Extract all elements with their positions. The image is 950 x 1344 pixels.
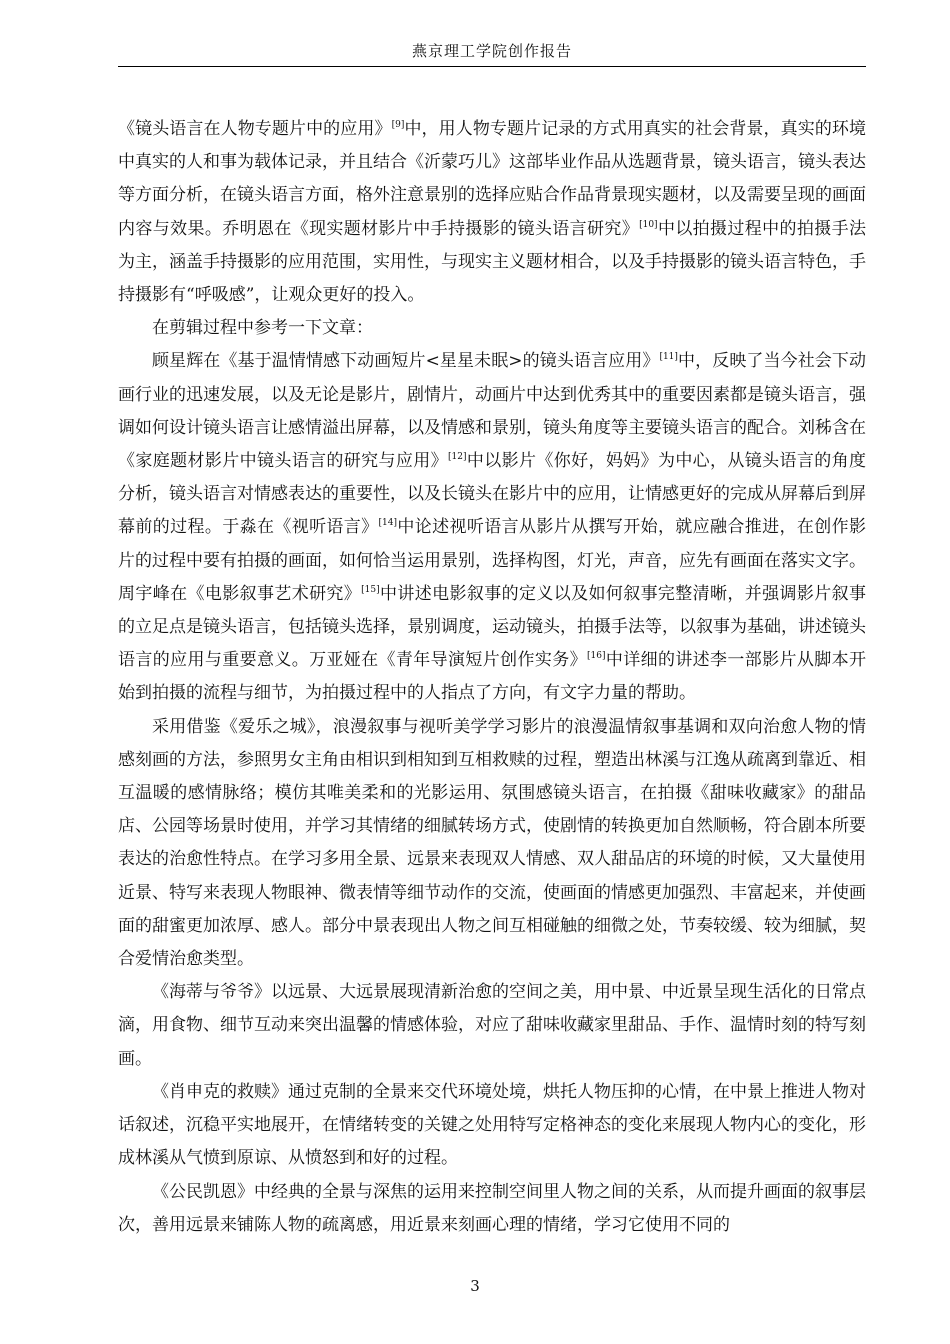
text-run: 中以拍摄过程中的拍摄手法为主，涵盖手持摄影的应用范围，实用性，与现实主义题材相合，以及手持摄影的镜头语言特色，手持摄影有“呼吸感”，让观众更好的投入。 [118, 218, 867, 306]
text-run: 中讲述电影叙事的定义以及如何叙事完整清晰，并强调影片叙事的立足点是镜头语言，包括镜头选择，景别调度，运动镜头，拍摄手法等，以叙事为基础，讲述镜头语言的应用与重要意义。万亚娅在《青年导演短片创作实务》 [118, 583, 866, 671]
paragraph [118, 312, 866, 345]
paragraph [118, 711, 866, 977]
text-run: 中以影片《你好，妈妈》为中心，从镜头语言的角度分析，镜头语言对情感表达的重要性，以及长镜头在影片中的应用，让情感更好的完成从屏幕后到屏幕前的过程。于淼在《视听语言》 [118, 451, 867, 538]
paragraph [118, 345, 866, 710]
citation-ref: [12] [448, 452, 467, 463]
paragraph [118, 1176, 866, 1242]
citation-ref: [16] [586, 651, 606, 662]
text-run: 《肖申克的救赎》通过克制的全景来交代环境处境，烘托人物压抑的心情，在中景上推进人物对话叙述，沉稳平实地展开，在情绪转变的关键之处用特写定格神态的变化来展现人物内心的变化，形成林溪从气愤到原谅、从愤怒到和好的过程。 [118, 1081, 866, 1169]
paragraph [118, 1076, 866, 1176]
paragraph [118, 976, 866, 1076]
text-run: 中详细的讲述李一部影片从脚本开始到拍摄的流程与细节，为拍摄过程中的人指点了方向，有文字力量的帮助。 [118, 650, 867, 704]
text-run: 《海蒂与爷爷》以远景、大远景展现清新治愈的空间之美，用中景、中近景呈现生活化的日常点滴，用食物、细节互动来突出温馨的情感体验，对应了甜味收藏家里甜品、手作、温情时刻的特写刻画。 [118, 982, 866, 1069]
header-rule [118, 66, 866, 67]
citation-ref: [10] [639, 219, 658, 230]
citation-ref: [14] [378, 518, 398, 529]
citation-ref: [9] [391, 120, 405, 130]
body-text [118, 113, 866, 1242]
text-run: 在剪辑过程中参考一下文章： [152, 318, 373, 339]
text-run: 《公民凯恩》中经典的全景与深焦的运用来控制空间里人物之间的关系，从而提升画面的叙事层次，善用远景来铺陈人物的疏离感，用近景来刻画心理的情绪，学习它使用不同的 [118, 1181, 866, 1235]
text-run: 采用借鉴《爱乐之城》，浪漫叙事与视听美学学习影片的浪漫温情叙事基调和双向治愈人物的情感刻画的方法，参照男女主角由相识到相知到互相救赎的过程，塑造出林溪与江逸从疏离到靠近、相互温暖的感情脉络；模仿其唯美柔和的光影运用、氛围感镜头语言，在拍摄《甜味收藏家》的甜品店、公园等场景时使用，并学习其情绪的细腻转场方式，使剧情的转换更加自然顺畅，符合剧本所要表达的治愈性特点。在学习多用全景、远景来表现双人情感、双人甜品店的环境的时候，又大量使用近景、特写来表现人物眼神、微表情等细节动作的交流，使画面的情感更加强烈、丰富起来，并使画面的甜蜜更加浓厚、感人。部分中景表现出人物之间互相碰触的细微之处，节奏较缓、较为细腻，契合爱情治愈类型。 [118, 716, 866, 970]
paragraph [118, 113, 866, 312]
citation-ref: [11] [659, 352, 678, 363]
text-run: 中，用人物专题片记录的方式用真实的社会背景，真实的环境中真实的人和事为载体记录，并且结合《沂蒙巧儿》这部毕业作品从选题背景，镜头语言，镜头表达等方面分析，在镜头语言方面，格外注意景别的选择应贴合作品背景现实题材，以及需要呈现的画面内容与效果。乔明恩在《现实题材影片中手持摄影的镜头语言研究》 [118, 119, 867, 239]
citation-ref: [15] [361, 584, 380, 595]
page-header: 燕京理工学院创作报告 [411, 42, 572, 60]
text-run: 中，反映了当今社会下动画行业的迅速发展，以及无论是影片，剧情片，动画片中达到优秀其中的重要因素都是镜头语言，强调如何设计镜头语言让感情溢出屏幕，以及情感和景别，镜头角度等主要镜头语言的配合。刘秭含在《家庭题材影片中镜头语言的研究与应用》 [118, 351, 866, 472]
text-run: 顾星辉在《基于温情情感下动画短片<星星未眠>的镜头语言应用》 [152, 351, 660, 372]
text-run: 《镜头语言在人物专题片中的应用》 [118, 119, 392, 139]
text-run: 中论述视听语言从影片从撰写开始，就应融合推进，在创作影片的过程中要有拍摄的画面，如何恰当运用景别，选择构图，灯光，声音，应先有画面在落实文字。周宇峰在《电影叙事艺术研究》 [118, 517, 867, 604]
page-number: 3 [470, 1277, 480, 1295]
